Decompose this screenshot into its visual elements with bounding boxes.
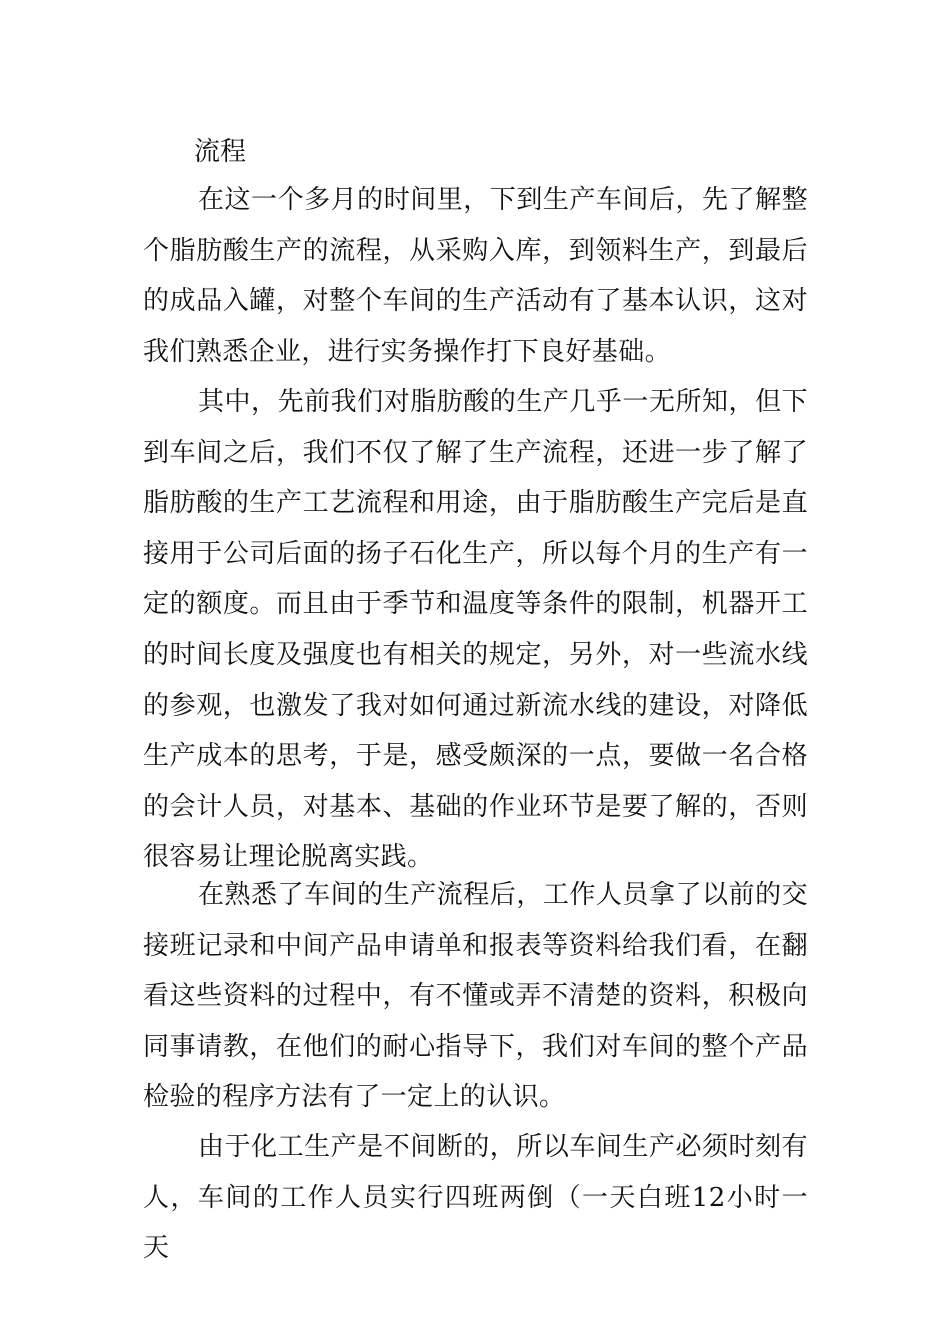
section-heading: 流程: [194, 137, 247, 167]
paragraph-4: 由于化工生产是不间断的，所以车间生产必须时刻有人，车间的工作人员实行四班两倒（一天白班12小时一天: [143, 1132, 808, 1264]
paragraph-1: 在这一个多月的时间里，下到生产车间后，先了解整个脂肪酸生产的流程，从采购入库，到领料生产，到最后的成品入罐，对整个车间的生产活动有了基本认识，这对我们熟悉企业，进行实务操作打下良好基础。: [143, 185, 808, 367]
paragraph-3: 在熟悉了车间的生产流程后，工作人员拿了以前的交接班记录和中间产品申请单和报表等资料给我们看，在翻看这些资料的过程中，有不懂或弄不清楚的资料，积极向同事请教，在他们的耐心指导下，我们对车间的整个产品检验的程序方法有了一定上的认识。: [143, 880, 808, 1113]
paragraph-2: 其中，先前我们对脂肪酸的生产几乎一无所知，但下到车间之后，我们不仅了解了生产流程，还进一步了解了脂肪酸的生产工艺流程和用途，由于脂肪酸生产完后是直接用于公司后面的扬子石化生产，所以每个月的生产有一定的额度。而且由于季节和温度等条件的限制，机器开工的时间长度及强度也有相关的规定，另外，对一些流水线的参观，也激发了我对如何通过新流水线的建设，对降低生产成本的思考，于是，感受颇深的一点，要做一名合格的会计人员，对基本、基础的作业环节是要了解的，否则很容易让理论脱离实践。: [143, 387, 808, 873]
